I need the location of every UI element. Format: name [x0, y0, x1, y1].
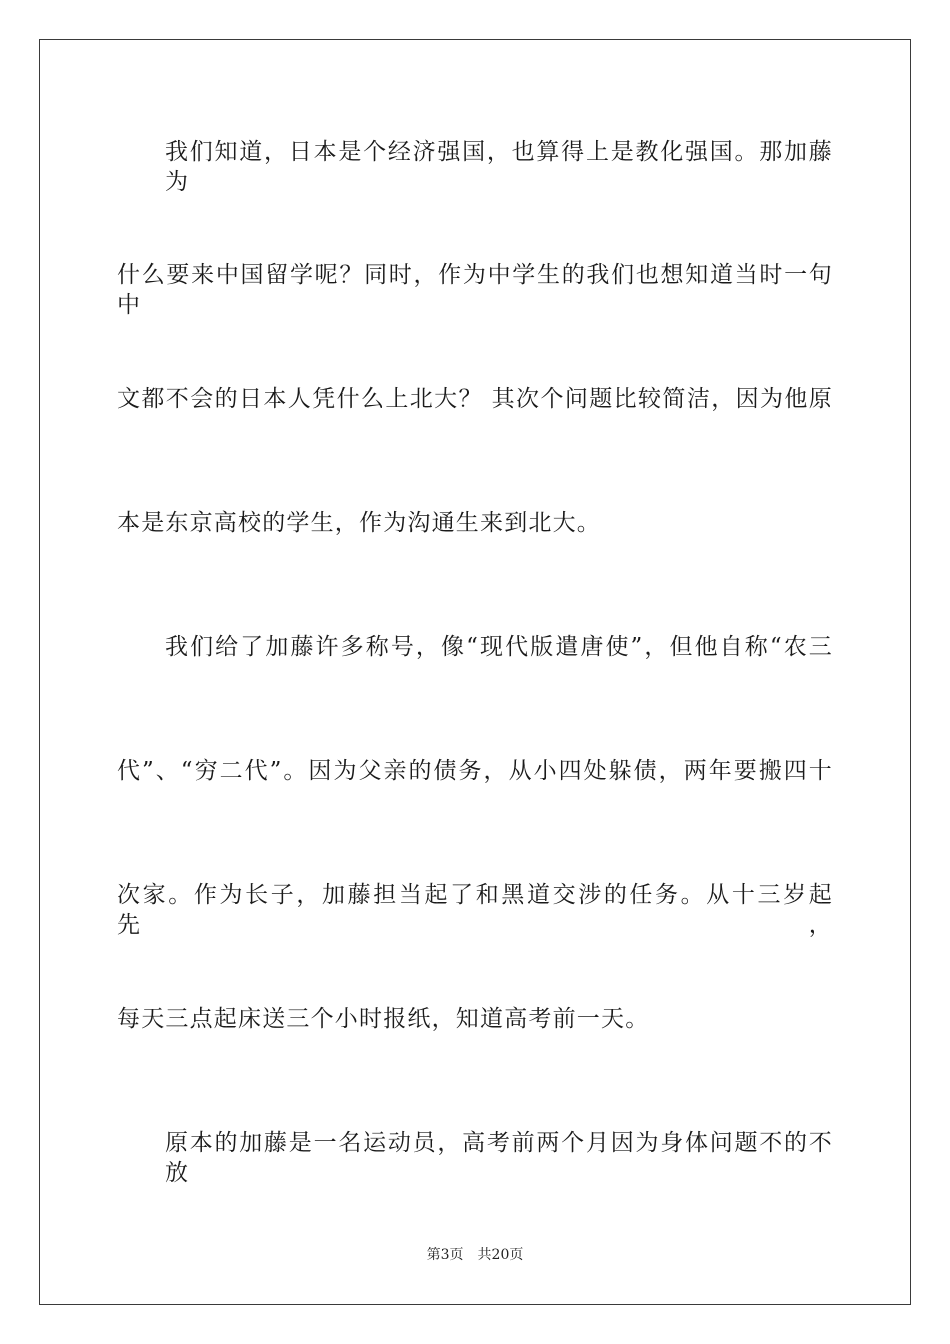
paragraph-1-line-2: 什么要来中国留学呢？同时，作为中学生的我们也想知道当时一句中	[117, 262, 833, 318]
paragraph-2-line-3: 次家。作为长子，加藤担当起了和黑道交涉的任务。从十三岁起先，	[117, 882, 833, 938]
paragraph-1-line-4: 本是东京高校的学生，作为沟通生来到北大。	[117, 510, 601, 536]
paragraph-2-line-1: 我们给了加藤许多称号，像“现代版遣唐使”，但他自称“农三	[165, 634, 833, 660]
paragraph-2-line-2: 代”、“穷二代”。因为父亲的债务，从小四处躲债，两年要搬四十	[117, 758, 833, 784]
paragraph-2-line-4: 每天三点起床送三个小时报纸，知道高考前一天。	[117, 1006, 650, 1032]
page-footer	[0, 1246, 950, 1264]
paragraph-3-line-1: 原本的加藤是一名运动员，高考前两个月因为身体问题不的不放	[165, 1130, 833, 1186]
paragraph-1-line-3: 文都不会的日本人凭什么上北大？ 其次个问题比较简洁，因为他原	[117, 386, 833, 412]
paragraph-1-line-1: 我们知道，日本是个经济强国，也算得上是教化强国。那加藤为	[165, 139, 833, 195]
page-total: 共20页	[477, 1247, 524, 1263]
page-number: 第3页	[426, 1247, 464, 1263]
page-border	[39, 39, 911, 1305]
